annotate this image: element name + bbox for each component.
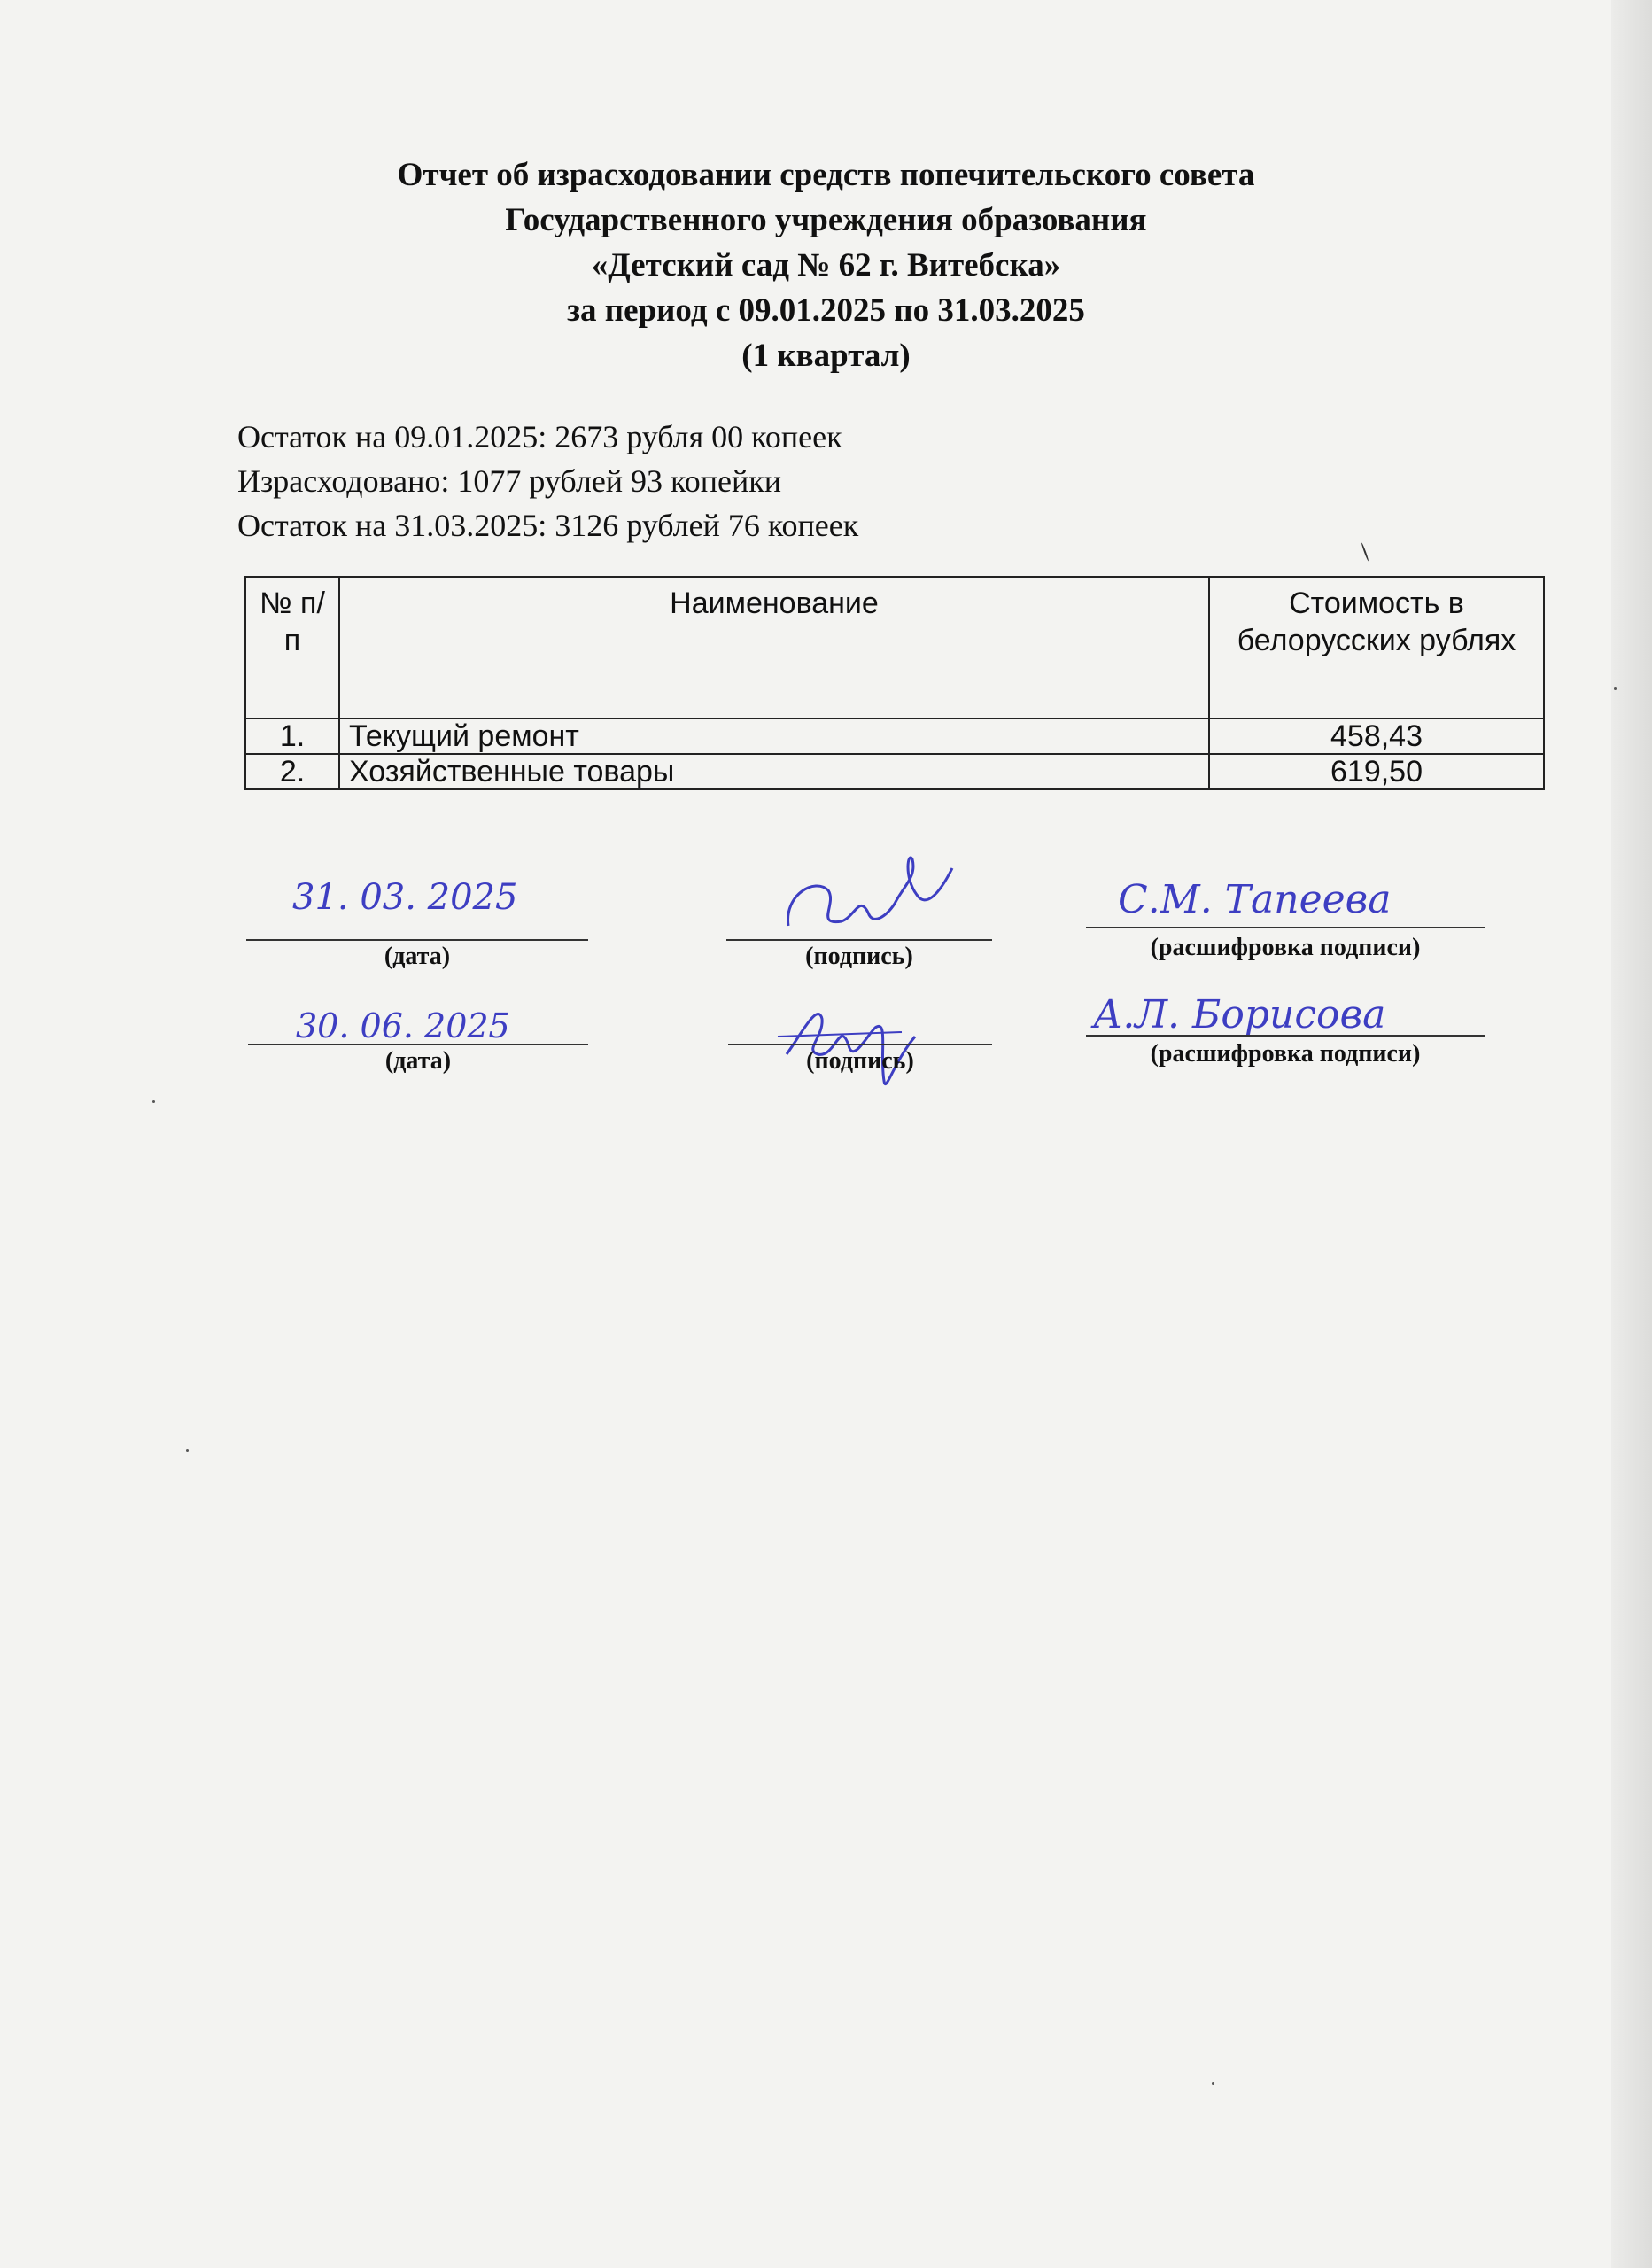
signature-line [726, 939, 992, 941]
header-cost: Стоимость в белорусских рублях [1209, 577, 1544, 718]
handwritten-name: А.Л. Борисова [1093, 992, 1386, 1037]
signature-scrawl [762, 842, 974, 948]
signature-caption: (подпись) [805, 943, 913, 970]
row-cost: 619,50 [1209, 754, 1544, 789]
decode-line [1086, 1035, 1485, 1037]
expense-table [244, 576, 1545, 790]
scan-speck [1614, 687, 1617, 690]
title-line-4: за период с 09.01.2025 по 31.03.2025 [567, 292, 1085, 329]
handwritten-date: 31. 03. 2025 [292, 877, 518, 918]
signature-scrawl [769, 983, 946, 1099]
scan-speck [152, 1100, 155, 1103]
balance-end: Остаток на 31.03.2025: 3126 рублей 76 копеек [237, 508, 859, 543]
spent-total: Израсходовано: 1077 рублей 93 копейки [237, 463, 781, 499]
scan-mark [1361, 542, 1369, 561]
scan-speck [186, 1449, 189, 1452]
date-line [246, 939, 588, 941]
title-line-2: Государственного учреждения образования [505, 202, 1147, 238]
report-title [0, 152, 1652, 378]
title-line-5: (1 квартал) [741, 338, 911, 374]
balance-start: Остаток на 09.01.2025: 2673 рубля 00 копеек [237, 419, 842, 454]
date-caption: (дата) [384, 1047, 452, 1075]
header-name: Наименование [339, 577, 1209, 718]
title-line-3: «Детский сад № 62 г. Витебска» [591, 247, 1061, 284]
scan-speck [1212, 2082, 1214, 2085]
row-name: Текущий ремонт [339, 718, 1209, 754]
signature-block-1 [0, 877, 1652, 975]
table-row [245, 754, 1544, 789]
table-row [245, 718, 1544, 754]
table-header-row [245, 577, 1544, 718]
signature-line [728, 1044, 992, 1045]
title-line-1: Отчет об израсходовании средств попечительского совета [397, 157, 1255, 193]
handwritten-date: 30. 06. 2025 [296, 1006, 510, 1045]
row-number: 1. [245, 718, 339, 754]
decode-caption: (расшифровка подписи) [1150, 1040, 1421, 1068]
balance-summary [237, 415, 858, 548]
row-number: 2. [245, 754, 339, 789]
signature-caption: (подпись) [806, 1047, 914, 1075]
date-caption: (дата) [384, 943, 451, 970]
date-line [248, 1044, 588, 1045]
row-name: Хозяйственные товары [339, 754, 1209, 789]
header-number: № п/п [245, 577, 339, 718]
decode-caption: (расшифровка подписи) [1150, 934, 1421, 961]
row-cost: 458,43 [1209, 718, 1544, 754]
signature-block-2 [0, 992, 1652, 1090]
decode-line [1086, 927, 1485, 928]
handwritten-name: С.М. Тапеева [1118, 877, 1392, 922]
